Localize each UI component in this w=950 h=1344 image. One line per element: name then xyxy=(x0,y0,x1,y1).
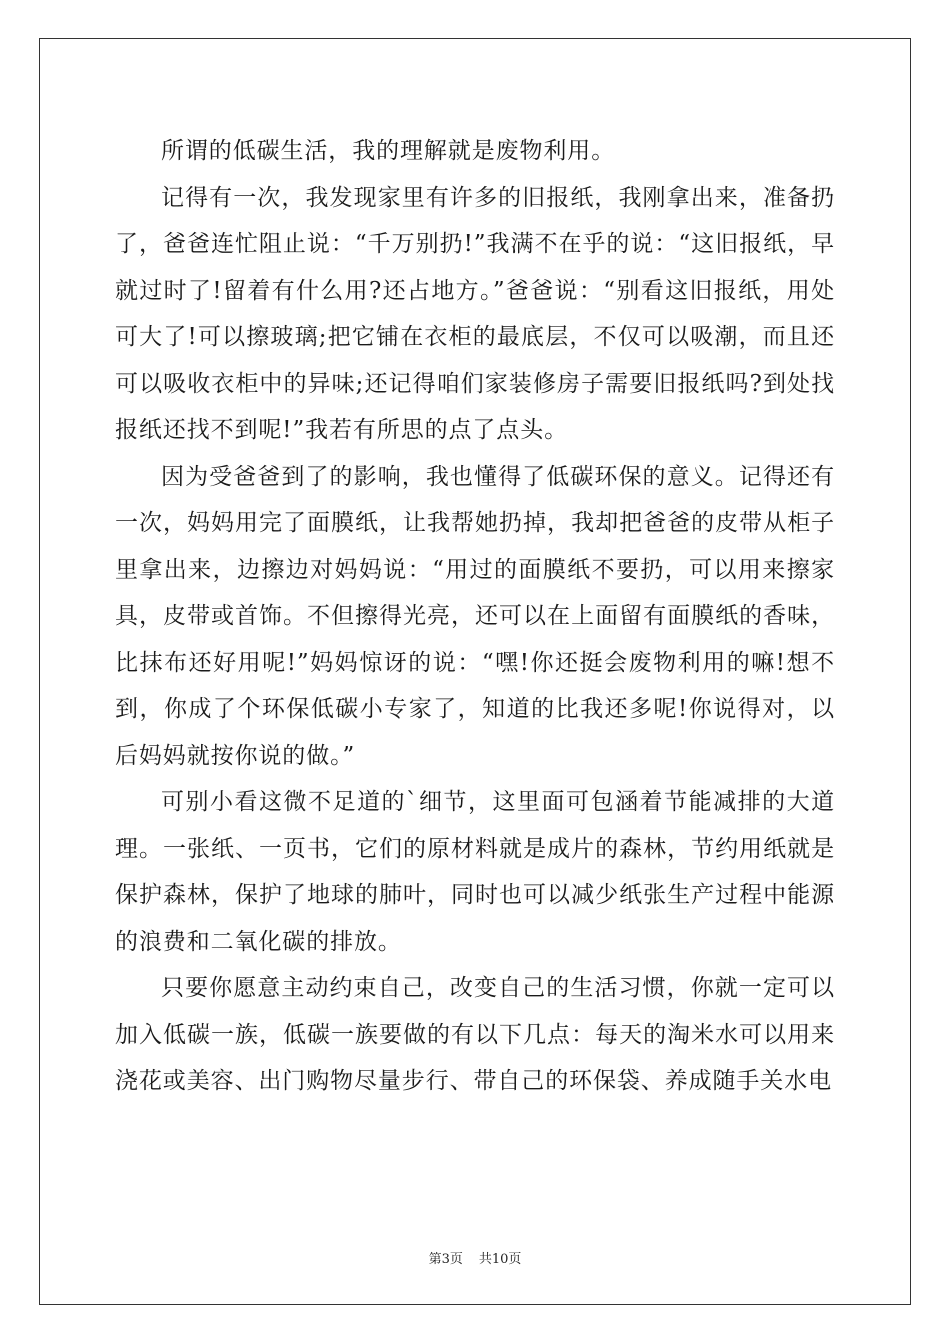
paragraph-3: 因为受爸爸到了的影响，我也懂得了低碳环保的意义。记得还有一次，妈妈用完了面膜纸，让我帮她扔掉，我却把爸爸的皮带从柜子里拿出来，边擦边对妈妈说：“用过的面膜纸不要扔，可以用来擦家具，皮带或首饰。不但擦得光亮，还可以在上面留有面膜纸的香味，比抹布还好用呢!”妈妈惊讶的说：“嘿!你还挺会废物利用的嘛!想不到，你成了个环保低碳小专家了，知道的比我还多呢!你说得对，以后妈妈就按你说的做。” xyxy=(115,463,835,769)
paragraph-4: 可别小看这微不足道的`细节，这里面可包涵着节能减排的大道理。一张纸、一页书，它们的原材料就是成片的森林，节约用纸就是保护森林，保护了地球的肺叶，同时也可以减少纸张生产过程中能源的浪费和二氧化碳的排放。 xyxy=(115,789,835,955)
paragraph-1: 所谓的低碳生活，我的理解就是废物利用。 xyxy=(161,138,616,164)
paragraph-5: 只要你愿意主动约束自己，改变自己的生活习惯，你就一定可以加入低碳一族，低碳一族要做的有以下几点：每天的淘米水可以用来浇花或美容、出门购物尽量步行、带自己的环保袋、养成随手关水电 xyxy=(115,975,835,1094)
page-total: 共10页 xyxy=(478,1252,522,1267)
paragraph-2: 记得有一次，我发现家里有许多的旧报纸，我刚拿出来，准备扔了，爸爸连忙阻止说：“千万别扔!”我满不在乎的说：“这旧报纸，早就过时了!留着有什么用?还占地方。”爸爸说：“别看这旧报纸，用处可大了!可以擦玻璃;把它铺在衣柜的最底层，不仅可以吸潮，而且还可以吸收衣柜中的异味;还记得咱们家装修房子需要旧报纸吗?到处找报纸还找不到呢!”我若有所思的点了点头。 xyxy=(115,184,835,443)
page-footer xyxy=(0,1248,950,1267)
page-number: 第3页 xyxy=(428,1252,463,1267)
document-body xyxy=(115,128,835,1105)
